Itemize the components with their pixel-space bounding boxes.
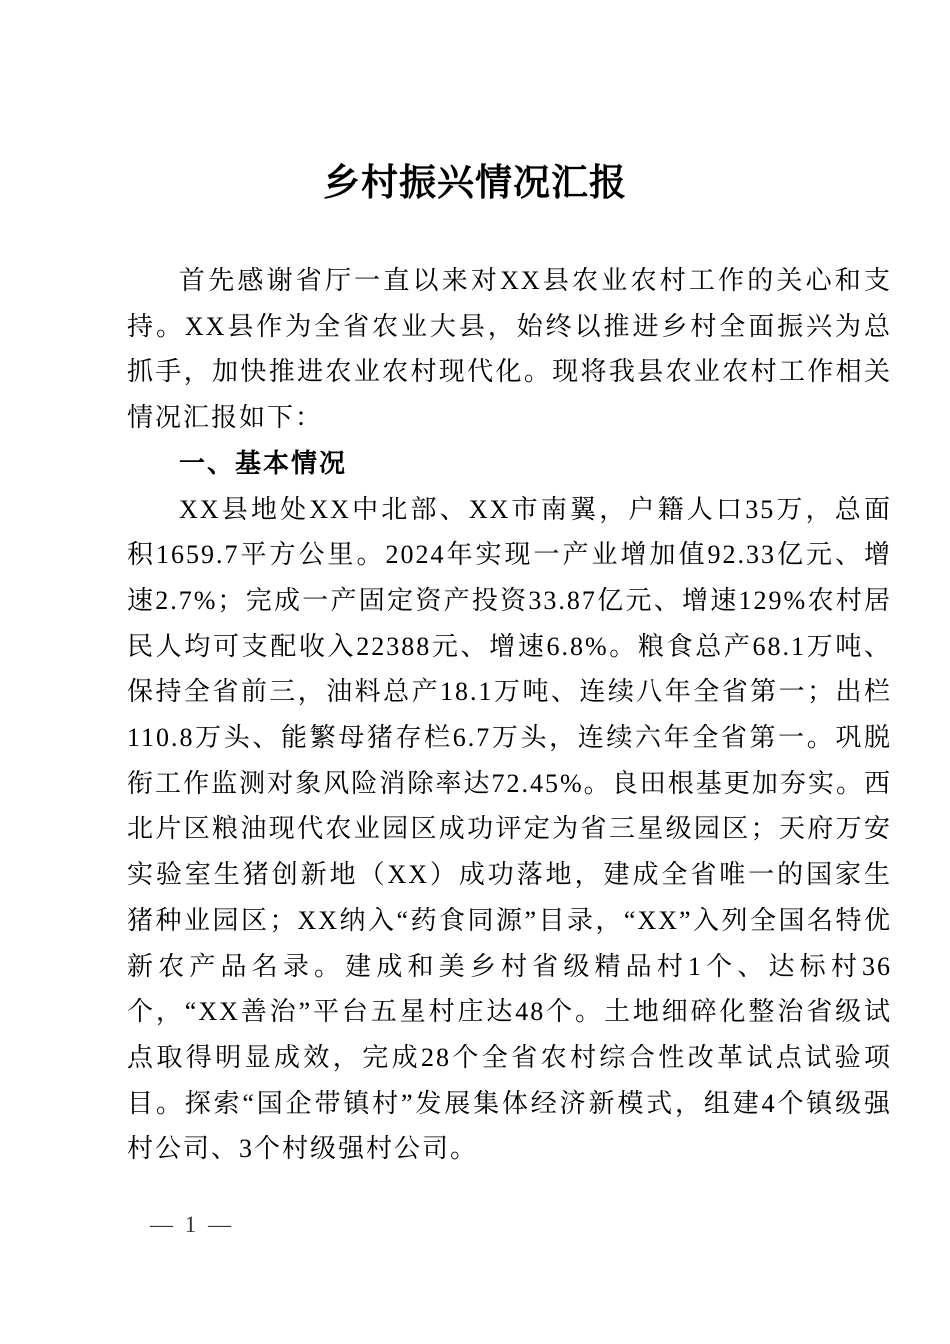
document-title: 乡村振兴情况汇报	[323, 163, 627, 204]
intro-paragraph: 首先感谢省厅一直以来对XX县农业农村工作的关心和支持。XX县作为全省农业大县，始终以推进乡村全面振兴为总抓手，加快推进农业农村现代化。现将我县农业农村工作相关情况汇报如下：	[127, 266, 892, 433]
section-heading-basic-situation: 一、基本情况	[179, 447, 348, 478]
page-number: — 1 —	[150, 1212, 234, 1237]
document-body	[127, 258, 892, 1172]
basic-situation-paragraph: XX县地处XX中北部、XX市南翼，户籍人口35万，总面积1659.7平方公里。2024年实现一产业增加值92.33亿元、增速2.7%；完成一产固定资产投资33.87亿元、增速129%农村居民人均可支配收入22388元、增速6.8%。粮食总产68.1万吨、保持全省前三，油料总产18.1万吨、连续八年全省第一；出栏110.8万头、能繁母猪存栏6.7万头，连续六年全省第一。巩脱衔工作监测对象风险消除率达72.45%。良田根基更加夯实。西北片区粮油现代农业园区成功评定为省三星级园区；天府万安实验室生猪创新地（XX）成功落地，建成全省唯一的国家生猪种业园区；XX纳入“药食同源”目录，“XX”入列全国名特优新农产品名录。建成和美乡村省级精品村1个、达标村36个，“XX善治”平台五星村庄达48个。土地细碎化整治省级试点取得明显成效，完成28个全省农村综合性改革试点试验项目。探索“国企带镇村”发展集体经济新模式，组建4个镇级强村公司、3个村级强村公司。	[127, 494, 892, 1164]
